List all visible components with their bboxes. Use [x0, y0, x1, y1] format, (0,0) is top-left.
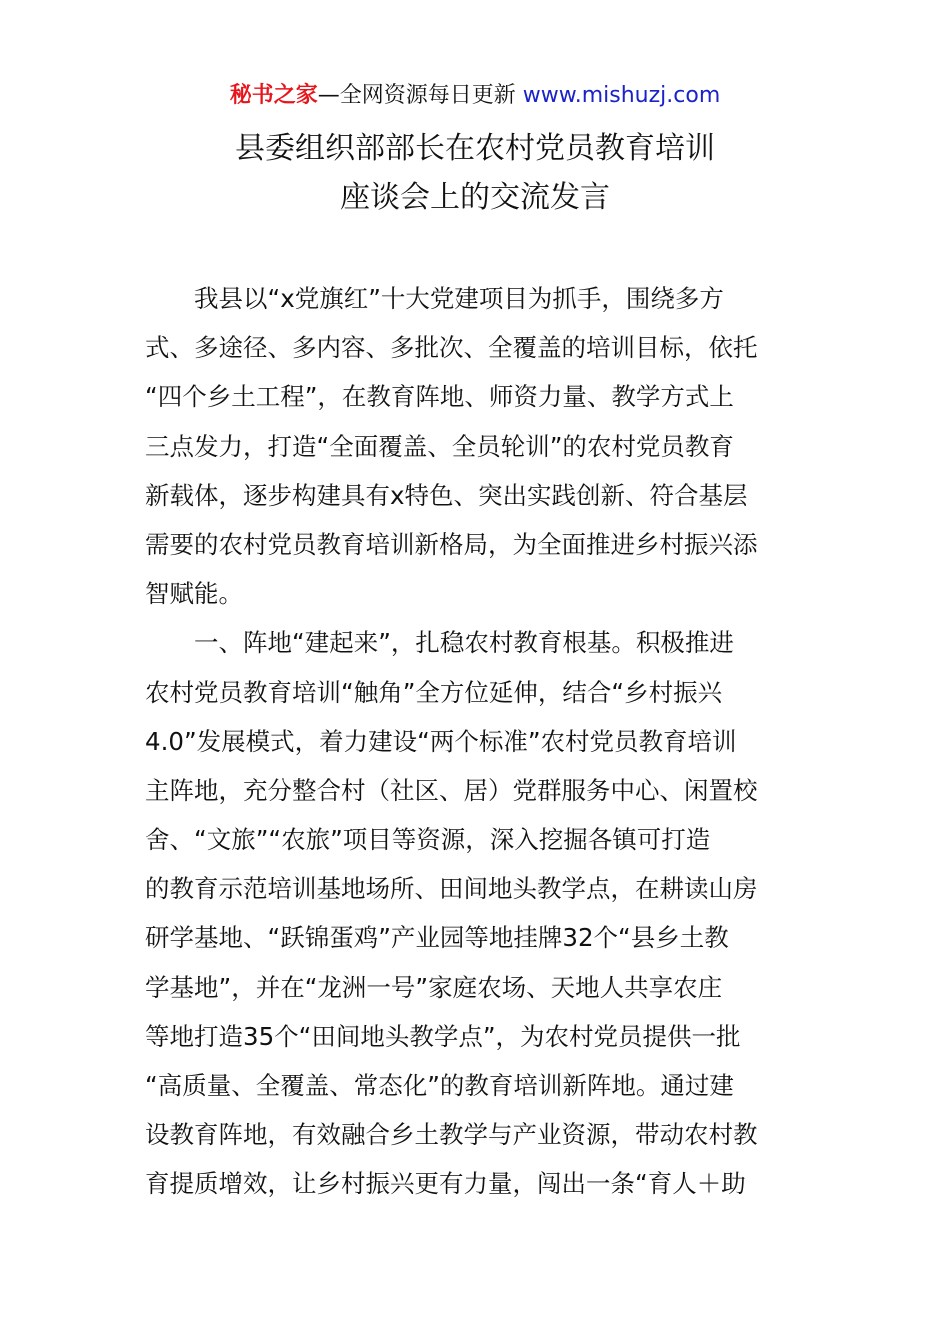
body-line: 农村党员教育培训“触角”全方位延伸，结合“乡村振兴 — [145, 677, 723, 707]
body-line: 我县以“x党旗红”十大党建项目为抓手，围绕多方 — [145, 284, 724, 313]
body-line: 设教育阵地，有效融合乡土教学与产业资源，带动农村教 — [145, 1120, 758, 1150]
body-line: 舍、“文旅”“农旅”项目等资源，深入挖掘各镇可打造 — [145, 825, 711, 855]
body-line: “高质量、全覆盖、常态化”的教育培训新阵地。通过建 — [145, 1071, 734, 1100]
site-tagline: —全网资源每日更新 — [317, 83, 523, 108]
body-line: 4.0”发展模式，着力建设“两个标准”农村党员教育培训 — [145, 726, 737, 756]
document-body — [145, 274, 810, 1209]
body-line: “四个乡土工程”，在教育阵地、师资力量、教学方式上 — [145, 382, 734, 412]
body-line: 的教育示范培训基地场所、田间地头教学点，在耕读山房 — [145, 874, 758, 904]
body-line: 育提质增效，让乡村振兴更有力量，闯出一条“育人＋助 — [145, 1169, 746, 1199]
site-brand: 秘书之家 — [229, 83, 318, 108]
document-title-line-2: 座谈会上的交流发言 — [340, 180, 610, 215]
body-line: 新载体，逐步构建具有x特色、突出实践创新、符合基层 — [145, 480, 748, 510]
body-line: 学基地”，并在“龙洲一号”家庭农场、天地人共享农庄 — [145, 972, 723, 1002]
body-line: 式、多途径、多内容、多批次、全覆盖的培训目标，依托 — [145, 333, 758, 363]
body-line: 主阵地，充分整合村（社区、居）党群服务中心、闲置校 — [145, 775, 758, 805]
body-line: 一、阵地“建起来”，扎稳农村教育根基。积极推进 — [145, 628, 734, 658]
body-line: 研学基地、“跃锦蛋鸡”产业园等地挂牌32个“县乡土教 — [145, 923, 729, 953]
site-banner — [0, 80, 950, 112]
document-title-line-1: 县委组织部部长在农村党员教育培训 — [235, 131, 715, 166]
body-line: 三点发力，打造“全面覆盖、全员轮训”的农村党员教育 — [145, 431, 734, 461]
body-line: 智赋能。 — [145, 579, 243, 609]
body-line: 需要的农村党员教育培训新格局，为全面推进乡村振兴添 — [145, 529, 758, 559]
site-url-link[interactable]: www.mishuzj.com — [522, 83, 721, 108]
body-line: 等地打造35个“田间地头教学点”，为农村党员提供一批 — [145, 1021, 741, 1051]
